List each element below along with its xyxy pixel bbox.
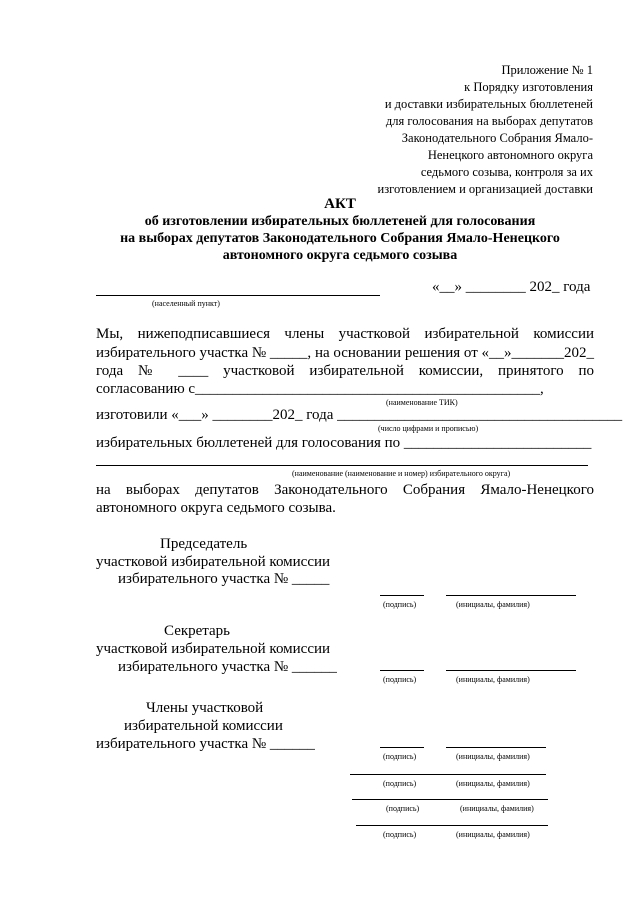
act-title-line3: автономного округа седьмого созыва	[222, 248, 458, 263]
secretary-name-caption: (инициалы, фамилия)	[456, 675, 530, 684]
member3-name-caption: (инициалы, фамилия)	[460, 804, 534, 813]
member2-sign-caption: (подпись)	[383, 779, 417, 788]
district-caption: (наименование (наименование и номер) избирательного округа)	[292, 469, 511, 478]
annex-line: для голосования на выборах депутатов	[385, 114, 593, 128]
member3-sign-caption: (подпись)	[386, 804, 420, 813]
annex-block	[355, 62, 593, 198]
members-line3: избирательного участка № ______	[96, 736, 315, 752]
annex-line: и доставки избирательных бюллетеней	[384, 97, 593, 111]
secretary-name-line	[446, 670, 576, 671]
chair-title: Председатель	[160, 536, 248, 552]
member4-line	[356, 825, 548, 826]
annex-line: Приложение № 1	[501, 63, 593, 77]
annex-line: Законодательного Собрания Ямало-	[401, 131, 593, 145]
annex-line: к Порядку изготовления	[464, 80, 593, 94]
act-title-line2: на выборах депутатов Законодательного Собрания Ямало-Ненецкого	[120, 231, 560, 246]
made-line: изготовили «___» ________202_ года ______________________________________	[96, 407, 623, 423]
member2-sign-line	[350, 774, 396, 775]
act-title-line1: об изготовлении избирательных бюллетеней для голосования	[144, 214, 536, 229]
place-line	[96, 295, 380, 296]
p2-line1: на выборах депутатов Законодательного Собрания Ямало-Ненецкого	[96, 482, 594, 498]
p1-line1: Мы, нижеподписавшиеся члены участковой избирательной комиссии	[96, 326, 594, 342]
chair-name-line	[446, 595, 576, 596]
p1-line2: избирательного участка № _____, на основании решения от «__»_______202_	[96, 345, 594, 361]
district-line	[96, 465, 588, 466]
members-line2: избирательной комиссии	[124, 718, 283, 734]
member1-sign-line	[380, 747, 424, 748]
act-date: «__» ________ 202_ года	[432, 279, 591, 295]
place-caption: (населенный пункт)	[152, 299, 220, 308]
member1-name-caption: (инициалы, фамилия)	[456, 752, 530, 761]
secretary-line3: избирательного участка № ______	[118, 659, 337, 675]
member3-line	[352, 799, 548, 800]
chair-name-caption: (инициалы, фамилия)	[456, 600, 530, 609]
p1-line4: согласованию с______________________________________________,	[96, 381, 544, 397]
p1-line3: года № ____ участковой избирательной комиссии, принятого по	[96, 363, 594, 379]
chair-sign-caption: (подпись)	[383, 600, 417, 609]
p2-line2: автономного округа седьмого созыва.	[96, 500, 336, 516]
count-caption: (число цифрами и прописью)	[378, 424, 479, 433]
member2-name-caption: (инициалы, фамилия)	[456, 779, 530, 788]
secretary-sign-caption: (подпись)	[383, 675, 417, 684]
secretary-title: Секретарь	[164, 623, 231, 639]
member1-sign-caption: (подпись)	[383, 752, 417, 761]
chair-line3: избирательного участка № _____	[118, 571, 330, 587]
ballots-line: избирательных бюллетеней для голосования по _________________________	[96, 435, 592, 451]
member4-sign-caption: (подпись)	[383, 830, 417, 839]
annex-line: седьмого созыва, контроля за их	[420, 165, 593, 179]
member1-name-line	[446, 747, 546, 748]
annex-line: Ненецкого автономного округа	[427, 148, 593, 162]
secretary-line2: участковой избирательной комиссии	[96, 641, 331, 657]
secretary-sign-line	[380, 670, 424, 671]
member4-name-caption: (инициалы, фамилия)	[456, 830, 530, 839]
chair-line2: участковой избирательной комиссии	[96, 554, 331, 570]
member2-name-line	[396, 774, 546, 775]
tik-caption: (наименование ТИК)	[386, 398, 458, 407]
act-heading: АКТ	[324, 196, 356, 212]
members-title: Члены участковой	[146, 700, 264, 716]
chair-sign-line	[380, 595, 424, 596]
annex-line: изготовлением и организацией доставки	[377, 182, 593, 196]
